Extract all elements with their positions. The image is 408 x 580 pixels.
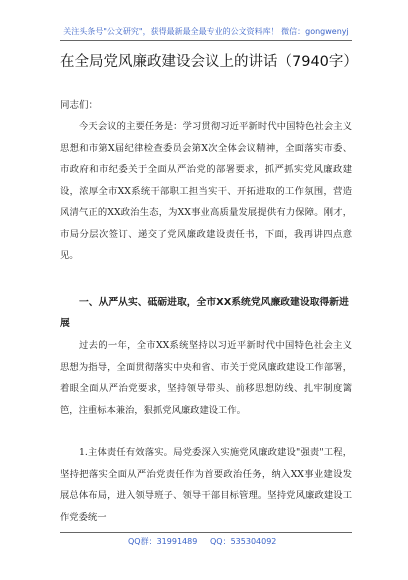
paragraph-responsibility: 1.主体责任有效落实。局党委深入实施党风廉政建设"强责"工程，坚持把落实全面从严治党责任作为首要政治任务，纳入XX事业建设发展总体布局，进入领导班子、领导干部目标管理。坚持党风廉政建设工作党委统一 <box>60 447 352 523</box>
footer-qq-group: QQ群：31991489 <box>128 537 198 546</box>
document-title: 在全局党风廉政建设会议上的讲话（7940字） <box>60 54 358 70</box>
paragraph-intro: 今天会议的主要任务是：学习贯彻习近平新时代中国特色社会主义思想和市第X届纪律检查委员会第X次全体会议精神，全面落实市委、市政府和市纪委关于全面从严治党的部署要求，抓严抓实党风廉政建设，浓厚全市XX系统干部职工担当实干、开拓进取的工作氛围，营造风清气正的XX政治生态，为XX事业高质量发展提供有力保障。刚才，市局分层次签订、递交了党风廉政建设责任书，下面，我再讲四点意见。 <box>60 121 352 261</box>
footer-divider <box>60 532 352 533</box>
header-divider <box>60 40 352 41</box>
footer-qq-contact: QQ：535304092 <box>210 537 277 546</box>
greeting: 同志们： <box>60 100 99 111</box>
section-heading-1: 一、从严从实、砥砺进取，全市XX系统党风廉政建设取得新进展 <box>60 297 349 329</box>
header-banner: 关注头条号"公文研究"，获得最新最全最专业的公文资料库！ 微信：gongwenyj <box>63 27 349 36</box>
paragraph-review: 过去的一年，全市XX系统坚持以习近平新时代中国特色社会主义思想为指导，全面贯彻落实中央和省、市关于党风廉政建设工作部署，着眼全面从严治党要求，坚持领导带头、前移思想防线、扎牢制度篱笆，注重标本兼治，狠抓党风廉政建设工作。 <box>60 340 352 416</box>
